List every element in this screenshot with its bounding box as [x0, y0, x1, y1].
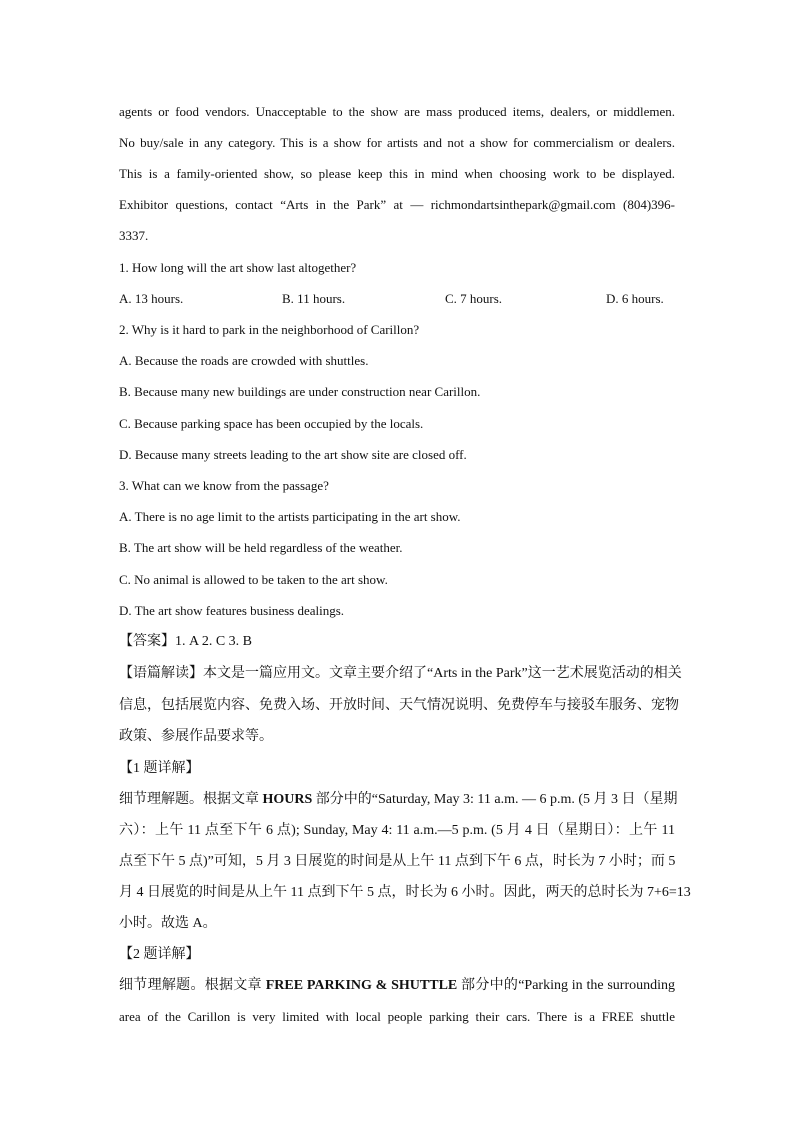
detail-1-line: 六）：上午 11 点至下午 6 点); Sunday, May 4: 11 a.m.—5 p.m. (5 月 4 日（星期日）：上午 11: [119, 823, 675, 838]
q1-option-c: C. 7 hours.: [445, 291, 503, 306]
analysis-line: 【语篇解读】本文是一篇应用文。文章主要介绍了“Arts in the Park”这一艺术展览活动的相关: [119, 666, 682, 681]
analysis-line: 信息，包括展览内容、免费入场、开放时间、天气情况说明、免费停车与接驳车服务、宠物: [119, 698, 679, 713]
analysis-line: 政策、参展作品要求等。: [119, 729, 273, 744]
question-2: 2. Why is it hard to park in the neighborhood of Carillon?: [119, 322, 420, 337]
q1-option-a: A. 13 hours.: [119, 291, 184, 306]
detail-2-line: area of the Carillon is very limited with local people parking their cars. There is a FREE shuttle: [119, 1009, 675, 1024]
section-name: FREE PARKING & SHUTTLE: [265, 978, 458, 993]
answer-key: 【答案】1. A 2. C 3. B: [119, 634, 253, 649]
q1-option-b: B. 11 hours.: [282, 291, 346, 306]
passage-line: No buy/sale in any category. This is a show for artists and not a show for commercialism or dealers.: [119, 135, 675, 150]
detail-2-line: 细节理解题。根据文章 FREE PARKING & SHUTTLE 部分中的“Parking in the surrounding: [119, 978, 675, 993]
section-name: HOURS: [262, 792, 313, 807]
q2-option-b: B. Because many new buildings are under construction near Carillon.: [119, 384, 481, 399]
passage-line: 3337.: [119, 228, 149, 243]
passage-line: agents or food vendors. Unacceptable to the show are mass produced items, dealers, or middlemen.: [119, 104, 675, 119]
question-3: 3. What can we know from the passage?: [119, 478, 329, 493]
question-1: 1. How long will the art show last altogether?: [119, 260, 357, 275]
q3-option-b: B. The art show will be held regardless of the weather.: [119, 540, 403, 555]
detail-1-heading: 【1 题详解】: [119, 761, 200, 776]
detail-1-line: 月 4 日展览的时间是从上午 11 点到下午 5 点，时长为 6 小时。因此，两天的总时长为 7+6=13: [119, 885, 691, 900]
passage-line: Exhibitor questions, contact “Arts in the Park” at — richmondartsinthepark@gmail.com (804)396-: [119, 197, 675, 212]
detail-1-line: 小时。故选 A。: [119, 916, 217, 931]
passage-line: This is a family-oriented show, so please keep this in mind when choosing work to be displayed.: [119, 166, 675, 181]
q3-option-a: A. There is no age limit to the artists participating in the art show.: [119, 509, 461, 524]
q2-option-c: C. Because parking space has been occupied by the locals.: [119, 416, 424, 431]
detail-1-line: 点至下午 5 点)”可知，5 月 3 日展览的时间是从上午 11 点到下午 6 点，时长为 7 小时；而 5: [119, 854, 676, 869]
q3-option-c: C. No animal is allowed to be taken to the art show.: [119, 572, 388, 587]
q2-option-a: A. Because the roads are crowded with shuttles.: [119, 353, 369, 368]
detail-2-heading: 【2 题详解】: [119, 947, 200, 962]
detail-1-line: 细节理解题。根据文章 HOURS 部分中的“Saturday, May 3: 11 a.m. — 6 p.m. (5 月 3 日（星期: [119, 792, 678, 807]
q2-option-d: D. Because many streets leading to the art show site are closed off.: [119, 447, 467, 462]
q3-option-d: D. The art show features business dealings.: [119, 603, 345, 618]
q1-option-d: D. 6 hours.: [606, 291, 664, 306]
